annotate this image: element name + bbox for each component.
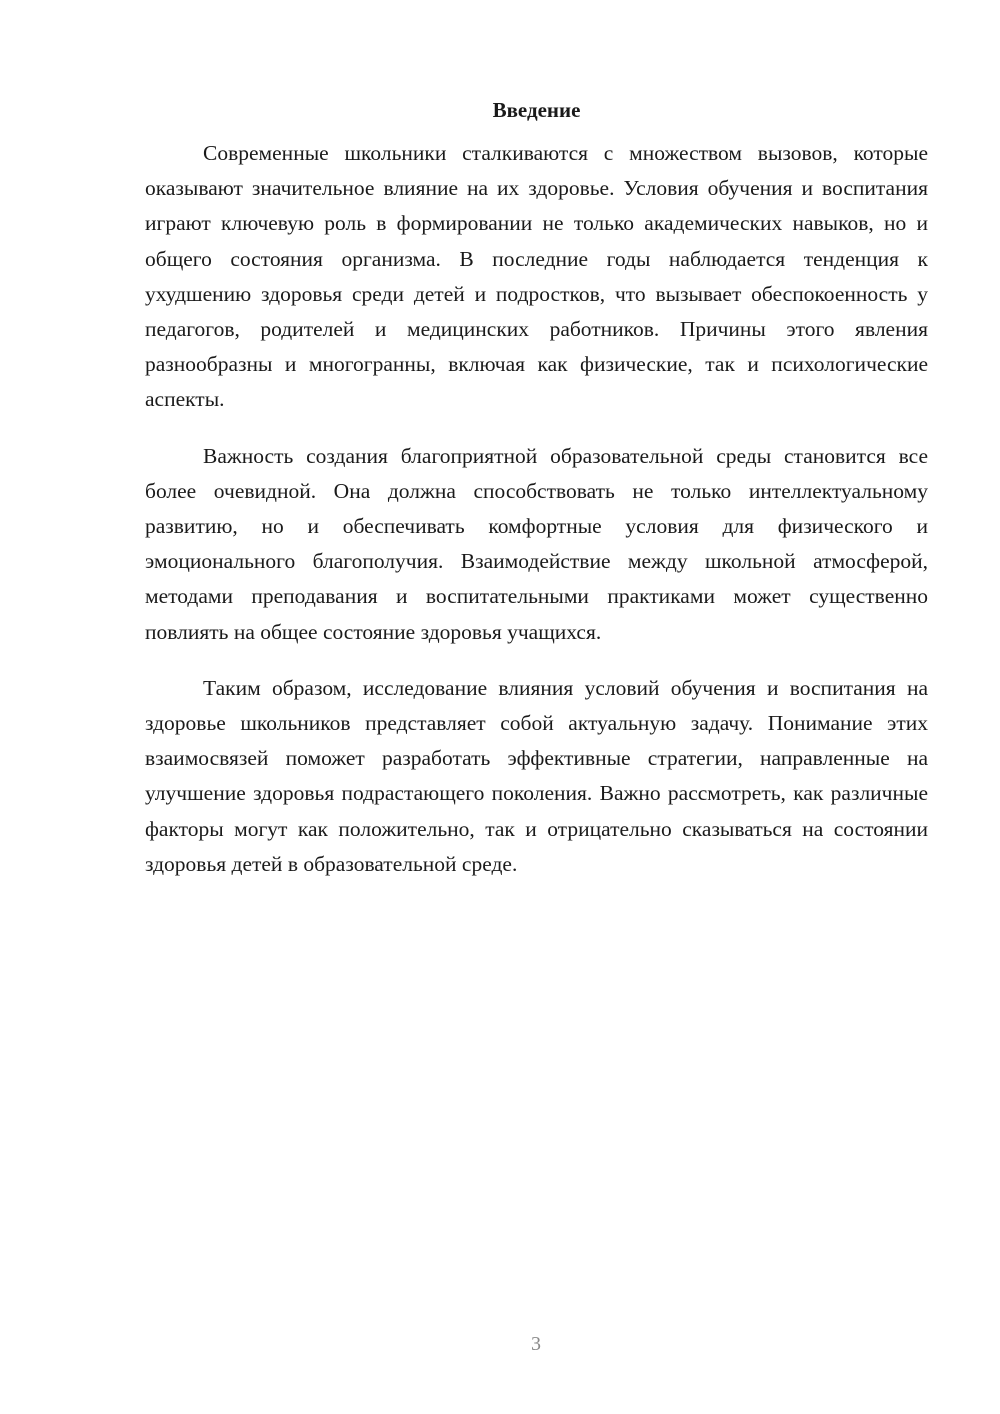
document-body — [145, 92, 928, 903]
page-number: 3 — [531, 1333, 541, 1355]
paragraph-1: Современные школьники сталкиваются с множеством вызовов, которые оказывают значительное влияние на их здоровье. Условия обучения и воспитания играют ключевую роль в формировании не только академических навыков, но и общего состояния организма. В последние годы наблюдается тенденция к ухудшению здоровья среди детей и подростков, что вызывает обеспокоенность у педагогов, родителей и медицинских работников. Причины этого явления разнообразны и многогранны, включая как физические, так и психологические аспекты. — [145, 141, 928, 412]
paragraph-2: Важность создания благоприятной образовательной среды становится все более очевидной. Она должна способствовать не только интеллектуальному развитию, но и обеспечивать комфортные условия для физического и эмоционального благополучия. Взаимодействие между школьной атмосферой, методами преподавания и воспитательными практиками может существенно повлиять на общее состояние здоровья учащихся. — [145, 443, 928, 644]
section-heading: Введение — [492, 98, 581, 122]
paragraph-3: Таким образом, исследование влияния условий обучения и воспитания на здоровье школьников представляет собой актуальную задачу. Понимание этих взаимосвязей поможет разработать эффективные стратегии, направленные на улучшение здоровья подрастающего поколения. Важно рассмотреть, как различные факторы могут как положительно, так и отрицательно сказываться на состоянии здоровья детей в образовательной среде. — [145, 675, 928, 876]
